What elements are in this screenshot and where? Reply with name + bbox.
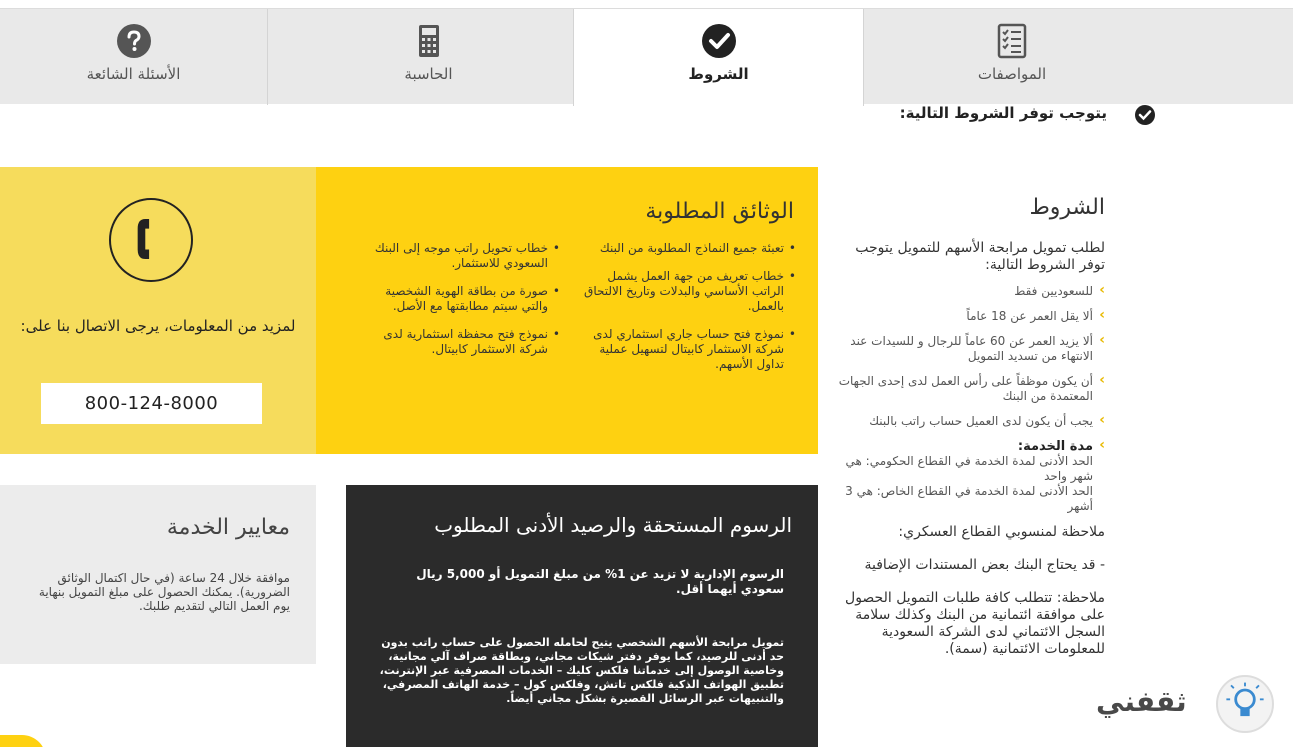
- list-item: • خطاب تعريف من جهة العمل يشمل الراتب الأساسي والبدلات وتاريخ الالتحاق بالعمل.: [574, 269, 796, 314]
- conditions-intro-line: يتوجب توفر الشروط التالية:: [899, 104, 1107, 122]
- check-circle-icon: [701, 23, 737, 59]
- tab-specifications[interactable]: [864, 9, 1160, 105]
- phone-icon: [109, 198, 193, 282]
- contact-panel: [0, 167, 316, 454]
- check-circle-icon: [1134, 104, 1156, 126]
- tab-conditions-label: الشروط: [688, 65, 749, 83]
- service-duration-item: [835, 439, 1105, 514]
- criteria-title: معايير الخدمة: [166, 515, 290, 540]
- tab-bar: [0, 8, 1293, 104]
- service-criteria-panel: [0, 485, 316, 664]
- conditions-title: الشروط: [1029, 195, 1105, 220]
- list-item: › أن يكون موظفاً على رأس العمل لدى إحدى الجهات المعتمدة من البنك: [835, 374, 1105, 404]
- list-item: › للسعوديين فقط: [835, 284, 1105, 299]
- list-item: › ألا يزيد العمر عن 60 عاماً للرجال و للسيدات عند الانتهاء من تسديد التمويل: [835, 334, 1105, 364]
- list-item: • نموذج فتح محفظة استثمارية لدى شركة الاستثمار كابيتال.: [360, 327, 560, 357]
- list-item: • خطاب تحويل راتب موجه إلى البنك السعودي للاستثمار.: [360, 241, 560, 271]
- tab-specifications-label: المواصفات: [977, 65, 1047, 83]
- military-note: ملاحظة لمنسوبي القطاع العسكري:: [898, 524, 1105, 540]
- lightbulb-icon: [1216, 675, 1274, 733]
- watermark-logo: [1096, 675, 1286, 735]
- tab-faq-label: الأسئلة الشائعة: [86, 65, 181, 83]
- duration-line: الحد الأدنى لمدة الخدمة في القطاع الحكومي: هي شهر واحد: [845, 454, 1093, 483]
- documents-panel: [316, 167, 818, 454]
- calculator-icon: [411, 23, 447, 59]
- fees-paragraph-2: تمويل مرابحة الأسهم الشخصي يتيح لحامله الحصول على حساب راتب بدون حد أدنى للرصيد، كما يوفر دفتر شيكات مجاني، وبطاقة صراف آلي مجانية، وخاصية الوصول إلى خدماتنا فلكس كليك – الخدمات المصرفية عبر الإنترنت، تطبيق الهواتف الذكية فلكس تاتش، وفلكس كول – خدمة الهاتف المصرفي، والتنبيهات عبر الرسائل القصيرة بشكل مجاني أيضاً.: [379, 636, 784, 705]
- checklist-icon: [994, 23, 1030, 59]
- list-item: › ألا يقل العمر عن 18 عاماً: [835, 309, 1105, 324]
- list-item: • تعبئة جميع النماذج المطلوبة من البنك: [574, 241, 796, 256]
- list-item: • نموذج فتح حساب جاري استثماري لدى شركة الاستثمار كابيتال لتسهيل عملية تداول الأسهم.: [574, 327, 796, 372]
- documents-list-right: [574, 241, 796, 385]
- documents-list-left: [360, 241, 560, 370]
- tab-calculator-label: الحاسبة: [404, 65, 453, 83]
- tab-calculator[interactable]: [284, 9, 574, 105]
- phone-number[interactable]: 800-124-8000: [41, 383, 262, 424]
- criteria-text: موافقة خلال 24 ساعة (في حال اكتمال الوثائق الضرورية). يمكنك الحصول على مبلغ التمويل بنهاية يوم العمل التالي لتقديم طلبك.: [38, 571, 290, 613]
- fees-title: الرسوم المستحقة والرصيد الأدنى المطلوب: [434, 513, 792, 537]
- credit-note: ملاحظة: تتطلب كافة طلبات التمويل الحصول على موافقة ائتمانية من البنك وكذلك سلامة السجل الائتماني لدى الشركة السعودية للمعلومات الائتمانية (سمة).: [845, 590, 1105, 657]
- question-icon: [116, 23, 152, 59]
- fees-panel: [346, 485, 818, 747]
- conditions-list: [835, 284, 1105, 514]
- contact-text: لمزيد من المعلومات، يرجى الاتصال بنا على:: [20, 317, 296, 335]
- list-item: • صورة من بطاقة الهوية الشخصية والتي سيتم مطابقتها مع الأصل.: [360, 284, 560, 314]
- corner-decoration: [0, 735, 46, 747]
- watermark-text: ثقفني: [1096, 685, 1187, 718]
- duration-line: الحد الأدنى لمدة الخدمة في القطاع الخاص: هي 3 أشهر: [845, 484, 1093, 513]
- duration-label: مدة الخدمة:: [1017, 439, 1093, 454]
- extra-docs-note: - قد يحتاج البنك بعض المستندات الإضافية: [864, 557, 1105, 573]
- fees-paragraph-1: الرسوم الإدارية لا تزيد عن 1% من مبلغ التمويل أو 5,000 ريال سعودي أيهما أقل.: [416, 567, 784, 596]
- tab-faq[interactable]: [0, 9, 268, 105]
- conditions-panel: [835, 195, 1105, 658]
- tab-conditions[interactable]: [573, 9, 864, 106]
- conditions-intro: لطلب تمويل مرابحة الأسهم للتمويل يتوجب توفر الشروط التالية:: [855, 240, 1105, 273]
- documents-title: الوثائق المطلوبة: [645, 199, 794, 224]
- list-item: › يجب أن يكون لدى العميل حساب راتب بالبنك: [835, 414, 1105, 429]
